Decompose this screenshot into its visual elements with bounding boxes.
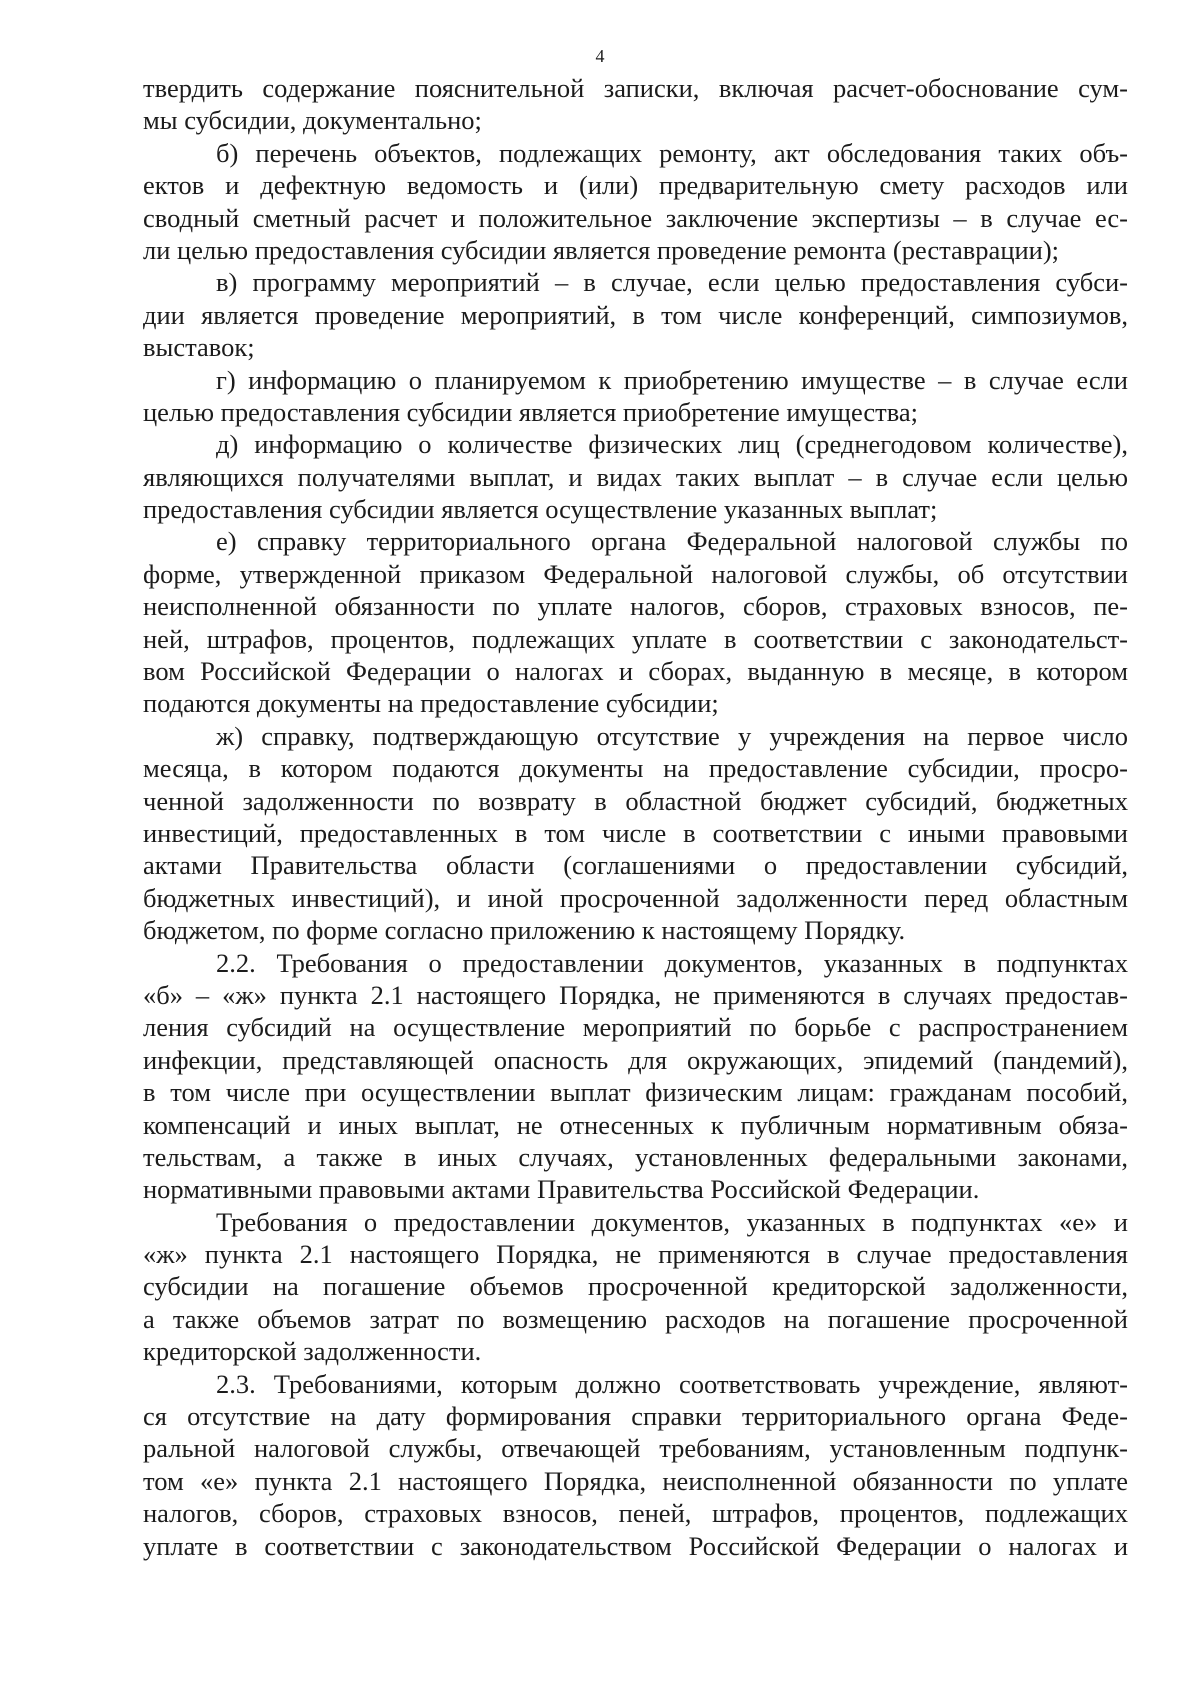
page-number: 4 xyxy=(595,46,605,66)
text-line: ления субсидий на осуществление мероприятий по борьбе с распространением xyxy=(143,1012,1128,1043)
paragraph-p22b xyxy=(143,1206,1128,1368)
text-line: «б» – «ж» пункта 2.1 настоящего Порядка, не применяются в случаях предостав- xyxy=(143,979,1128,1010)
text-line: твердить содержание пояснительной записки, включая расчет-обоснование сум- xyxy=(143,73,1128,103)
text-line: являющихся получателями выплат, и видах таких выплат – в случае если целью xyxy=(143,461,1128,492)
text-line: актами Правительства области (соглашениями о предоставлении субсидий, xyxy=(143,850,1128,881)
text-line: неисполненной обязанности по уплате налогов, сборов, страховых взносов, пе- xyxy=(143,591,1128,622)
text-line: целью предоставления субсидии является приобретение имущества; xyxy=(143,396,918,427)
text-line: в) программу мероприятий – в случае, если целью предоставления субси- xyxy=(216,267,1128,298)
text-line: нормативными правовыми актами Правительства Российской Федерации. xyxy=(143,1174,980,1205)
text-line: б) перечень объектов, подлежащих ремонту, акт обследования таких объ- xyxy=(216,137,1128,168)
document-body xyxy=(143,72,1128,1562)
text-line: а также объемов затрат по возмещению расходов на погашение просроченной xyxy=(143,1303,1128,1334)
text-line: ральной налоговой службы, отвечающей требованиям, установленным подпунк- xyxy=(143,1433,1128,1464)
text-line: вом Российской Федерации о налогах и сборах, выданную в месяце, в котором xyxy=(143,656,1128,687)
text-line: ж) справку, подтверждающую отсутствие у учреждения на первое число xyxy=(216,720,1128,751)
text-line: выставок; xyxy=(143,332,255,363)
text-line: е) справку территориального органа Федеральной налоговой службы по xyxy=(216,526,1128,557)
text-line: месяца, в котором подаются документы на предоставление субсидии, просро- xyxy=(143,753,1128,784)
paragraph-g xyxy=(143,364,1128,429)
text-line: мы субсидии, документально; xyxy=(143,105,482,136)
text-line: бюджетных инвестиций), и иной просроченной задолженности перед областным xyxy=(143,882,1128,913)
text-line: субсидии на погашение объемов просроченной кредиторской задолженности, xyxy=(143,1271,1128,1302)
text-line: 2.2. Требования о предоставлении документов, указанных в подпунктах xyxy=(216,947,1128,978)
text-line: предоставления субсидии является осуществление указанных выплат; xyxy=(143,494,938,525)
text-line: Требования о предоставлении документов, указанных в подпунктах «е» и xyxy=(216,1206,1128,1237)
text-line: «ж» пункта 2.1 настоящего Порядка, не применяются в случае предоставления xyxy=(143,1239,1128,1270)
paragraph-p22 xyxy=(143,947,1128,1206)
paragraph-zh xyxy=(143,720,1128,947)
paragraph-v xyxy=(143,266,1128,363)
text-line: подаются документы на предоставление субсидии; xyxy=(143,688,719,719)
text-line: дии является проведение мероприятий, в том числе конференций, симпозиумов, xyxy=(143,299,1128,330)
text-line: г) информацию о планируемом к приобретению имуществе – в случае если xyxy=(216,364,1128,395)
text-line: компенсаций и иных выплат, не отнесенных к публичным нормативным обяза- xyxy=(143,1109,1128,1140)
text-line: инвестиций, предоставленных в том числе в соответствии с иными правовыми xyxy=(143,817,1128,848)
text-line: уплате в соответствии с законодательством Российской Федерации о налогах и xyxy=(143,1530,1128,1561)
paragraph-e xyxy=(143,525,1128,719)
text-line: ней, штрафов, процентов, подлежащих уплате в соответствии с законодательст- xyxy=(143,623,1128,654)
text-line: инфекции, представляющей опасность для окружающих, эпидемий (пандемий), xyxy=(143,1044,1128,1075)
paragraph-cont xyxy=(143,72,1128,137)
text-line: тельствам, а также в иных случаях, установленных федеральными законами, xyxy=(143,1141,1128,1172)
paragraph-b xyxy=(143,137,1128,267)
text-line: д) информацию о количестве физических лиц (среднегодовом количестве), xyxy=(216,429,1128,460)
text-line: налогов, сборов, страховых взносов, пеней, штрафов, процентов, подлежащих xyxy=(143,1498,1128,1529)
text-line: ся отсутствие на дату формирования справки территориального органа Феде- xyxy=(143,1401,1128,1432)
text-line: ли целью предоставления субсидии является проведение ремонта (реставрации); xyxy=(143,234,1060,265)
text-line: форме, утвержденной приказом Федеральной налоговой службы, об отсутствии xyxy=(143,558,1128,589)
text-line: в том числе при осуществлении выплат физическим лицам: гражданам пособий, xyxy=(143,1077,1128,1108)
text-line: сводный сметный расчет и положительное заключение экспертизы – в случае ес- xyxy=(143,202,1128,233)
paragraph-d xyxy=(143,428,1128,525)
text-line: бюджетом, по форме согласно приложению к настоящему Порядку. xyxy=(143,915,906,946)
text-line: 2.3. Требованиями, которым должно соответствовать учреждение, являют- xyxy=(216,1368,1128,1399)
text-line: ченной задолженности по возврату в областной бюджет субсидий, бюджетных xyxy=(143,785,1128,816)
paragraph-p23 xyxy=(143,1368,1128,1562)
text-line: том «е» пункта 2.1 настоящего Порядка, неисполненной обязанности по уплате xyxy=(143,1465,1128,1496)
text-line: кредиторской задолженности. xyxy=(143,1336,482,1367)
text-line: ектов и дефектную ведомость и (или) предварительную смету расходов или xyxy=(143,170,1128,201)
